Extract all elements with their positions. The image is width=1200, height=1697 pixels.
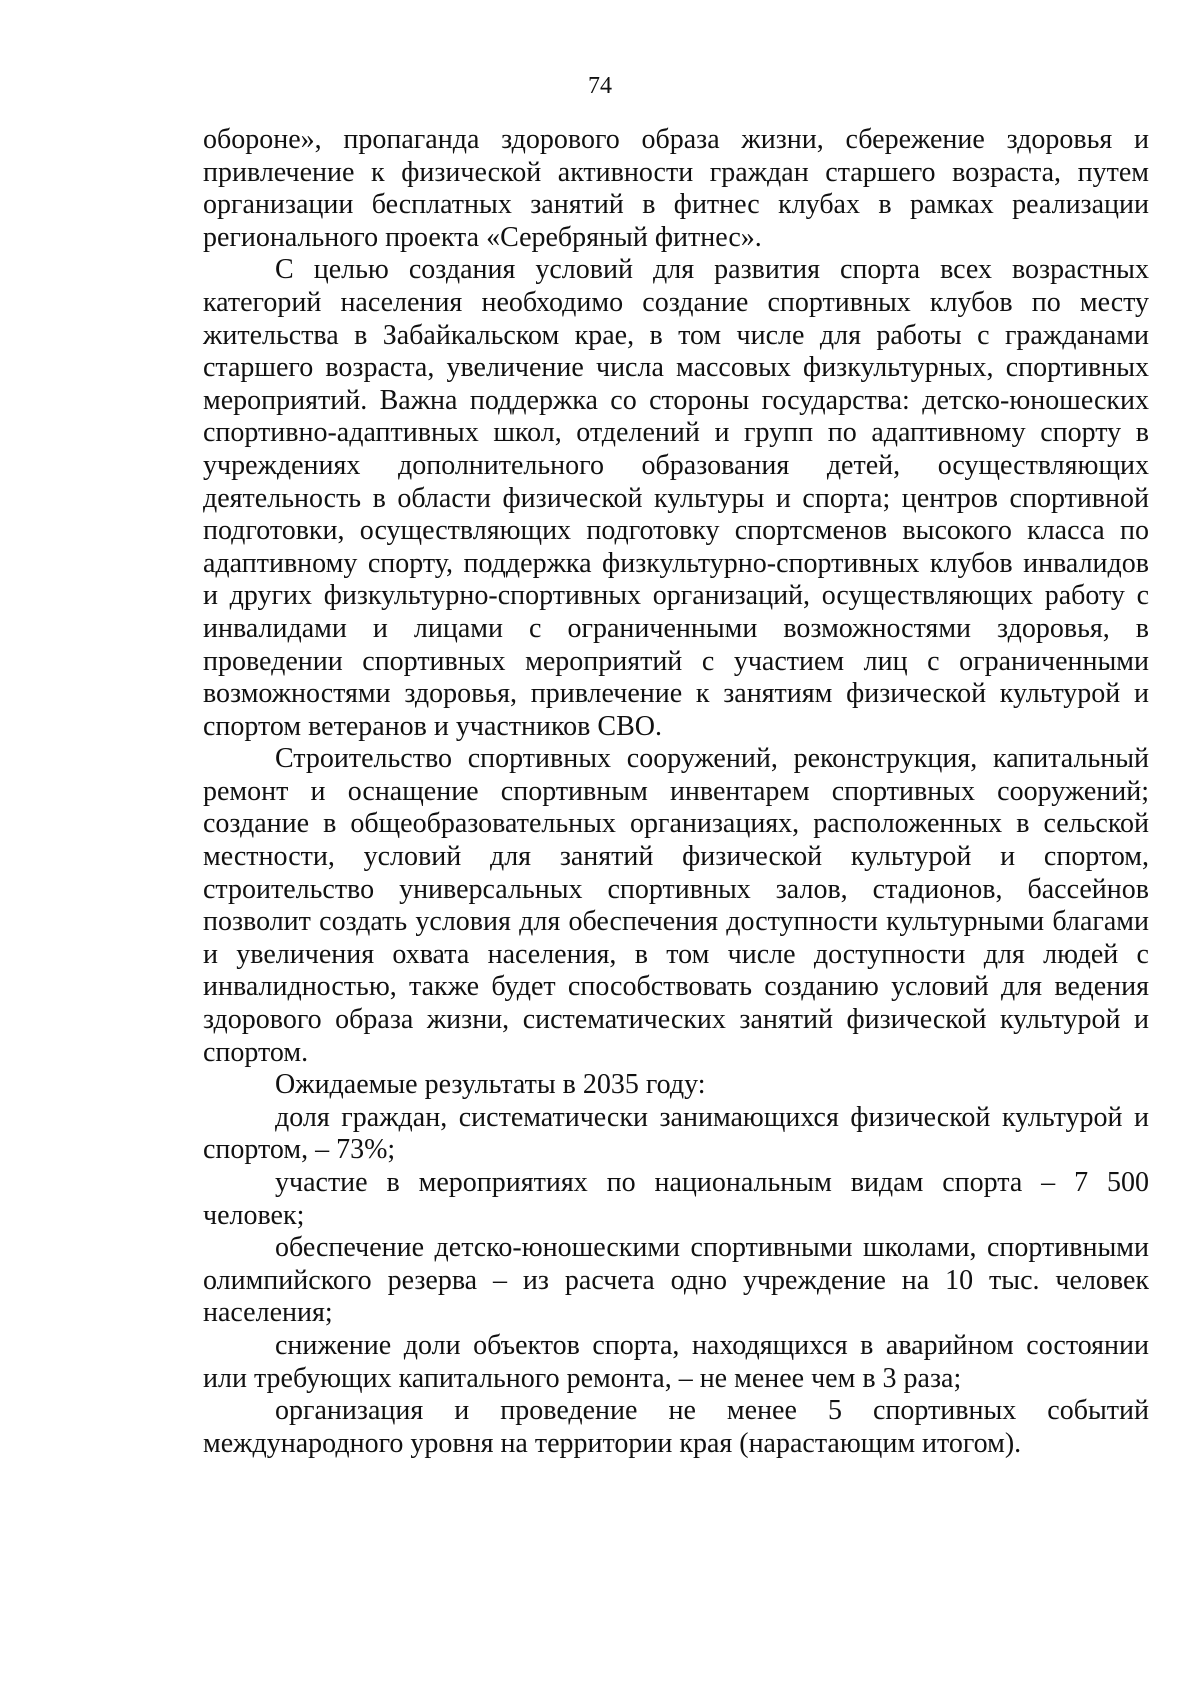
paragraph-defense-continuation: обороне», пропаганда здорового образа жизни, сбережение здоровья и привлечение к физической активности граждан старшего возраста, путем организации бесплатных занятий в фитнес клубах в рамках реализации регионального проекта «Серебряный фитнес». xyxy=(203,124,1149,253)
paragraph-sports-construction: Строительство спортивных сооружений, реконструкция, капитальный ремонт и оснащение спортивным инвентарем спортивных сооружений; создание в общеобразовательных организациях, расположенных в сельской местности, условий для занятий физической культурой и спортом, строительство универсальных спортивных залов, стадионов, бассейнов позволит создать условия для обеспечения доступности культурными благами и увеличения охвата населения, в том числе доступности для людей с инвалидностью, также будет способствовать созданию условий для ведения здорового образа жизни, систематических занятий физической культурой и спортом. xyxy=(203,743,1149,1068)
list-item-share-citizens: доля граждан, систематически занимающихся физической культурой и спортом, – 73%; xyxy=(203,1101,1149,1166)
page-number: 74 xyxy=(588,73,612,99)
list-item-sports-schools: обеспечение детско-юношескими спортивными школами, спортивными олимпийского резерва – из расчета одно учреждение на 10 тыс. человек населения; xyxy=(203,1232,1149,1329)
list-item-emergency-facilities: снижение доли объектов спорта, находящихся в аварийном состоянии или требующих капитального ремонта, – не менее чем в 3 раза; xyxy=(203,1329,1149,1394)
list-item-international-events: организация и проведение не менее 5 спортивных событий международного уровня на территории края (нарастающим итогом). xyxy=(203,1395,1149,1459)
paragraph-expected-results-heading: Ожидаемые результаты в 2035 году: xyxy=(275,1069,706,1101)
paragraph-sports-clubs: С целью создания условий для развития спорта всех возрастных категорий населения необходимо создание спортивных клубов по месту жительства в Забайкальском крае, в том числе для работы с гражданами старшего возраста, увеличение числа массовых физкультурных, спортивных мероприятий. Важна поддержка со стороны государства: детско-юношеских спортивно-адаптивных школ, отделений и групп по адаптивному спорту в учреждениях дополнительного образования детей, осуществляющих деятельность в области физической культуры и спорта; центров спортивной подготовки, осуществляющих подготовку спортсменов высокого класса по адаптивному спорту, поддержка физкультурно-спортивных клубов инвалидов и других физкультурно-спортивных организаций, осуществляющих работу с инвалидами и лицами с ограниченными возможностями здоровья, в проведении спортивных мероприятий с участием лиц с ограниченными возможностями здоровья, привлечение к занятиям физической культурой и спортом ветеранов и участников СВО. xyxy=(203,254,1149,742)
list-item-national-sports: участие в мероприятиях по национальным видам спорта – 7 500 человек; xyxy=(203,1167,1149,1231)
document-body xyxy=(203,124,1149,1460)
